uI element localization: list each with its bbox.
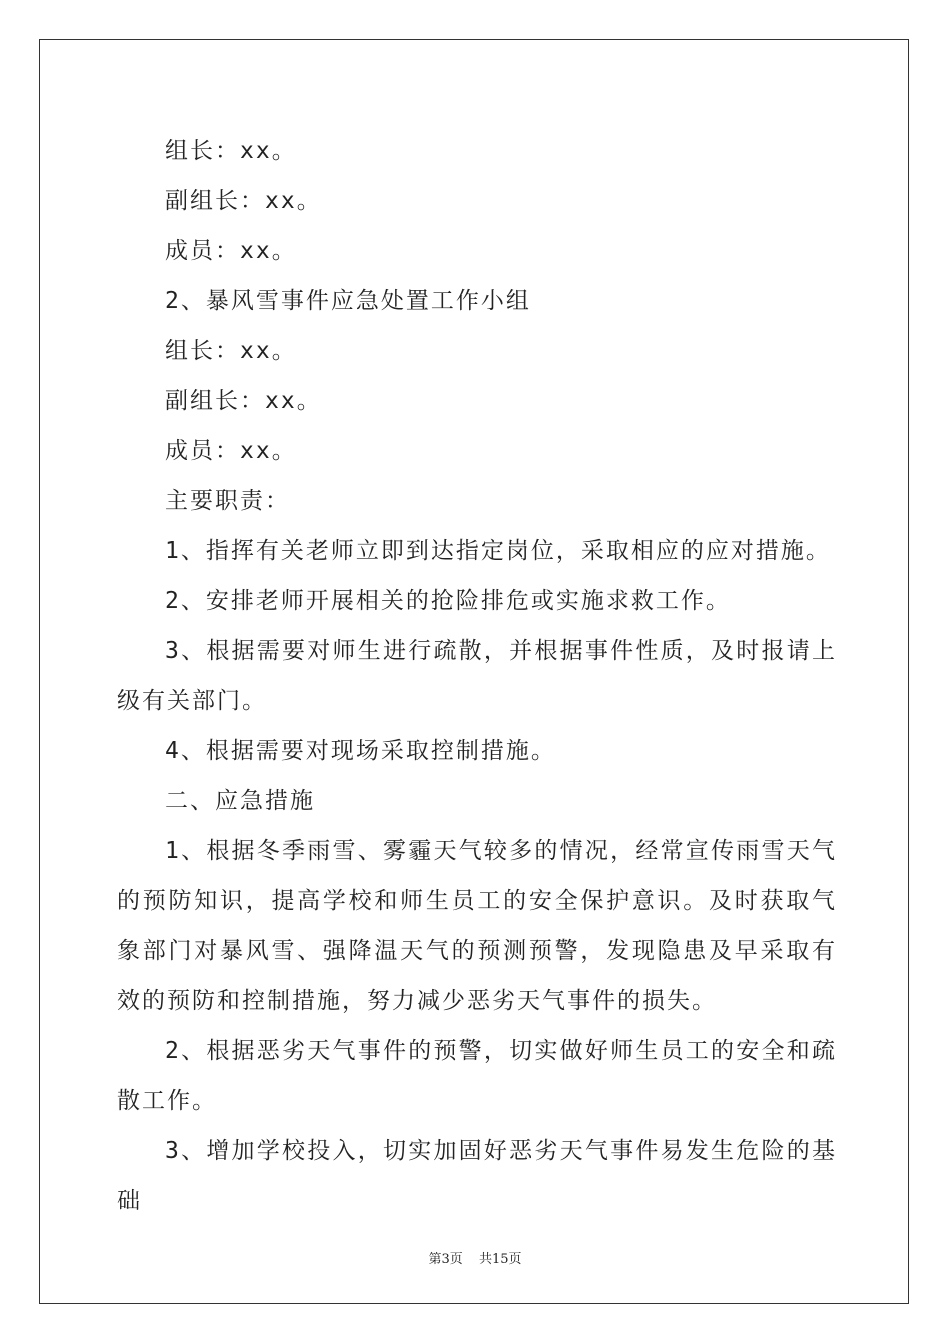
paragraph: 主要职责：: [165, 488, 290, 514]
page-total: 共15页: [478, 1252, 522, 1267]
paragraph: 3、根据需要对师生进行疏散，并根据事件性质，及时报请上级有关部门。: [117, 638, 837, 714]
paragraph: 2、暴风雪事件应急处置工作小组: [165, 288, 531, 314]
paragraph: 2、安排老师开展相关的抢险排危或实施求救工作。: [165, 588, 731, 614]
page-footer: [0, 1248, 950, 1267]
paragraph: 成员：xx。: [165, 438, 297, 464]
paragraph: 成员：xx。: [165, 238, 297, 264]
paragraph: 组长：xx。: [165, 138, 297, 164]
paragraph: 副组长：xx。: [165, 388, 322, 414]
paragraph: 副组长：xx。: [165, 188, 322, 214]
paragraph: 组长：xx。: [165, 338, 297, 364]
paragraph: 3、增加学校投入，切实加固好恶劣天气事件易发生危险的基础: [117, 1138, 837, 1214]
paragraph: 1、根据冬季雨雪、雾霾天气较多的情况，经常宣传雨雪天气的预防知识，提高学校和师生员工的安全保护意识。及时获取气象部门对暴风雪、强降温天气的预测预警，发现隐患及早采取有效的预防和控制措施，努力减少恶劣天气事件的损失。: [117, 838, 837, 1014]
page-number: 第3页: [428, 1252, 463, 1267]
document-body: [117, 126, 837, 1226]
paragraph: 2、根据恶劣天气事件的预警，切实做好师生员工的安全和疏散工作。: [117, 1038, 837, 1114]
paragraph: 1、指挥有关老师立即到达指定岗位，采取相应的应对措施。: [165, 538, 831, 564]
section-heading: 二、应急措施: [165, 788, 315, 814]
paragraph: 4、根据需要对现场采取控制措施。: [165, 738, 556, 764]
